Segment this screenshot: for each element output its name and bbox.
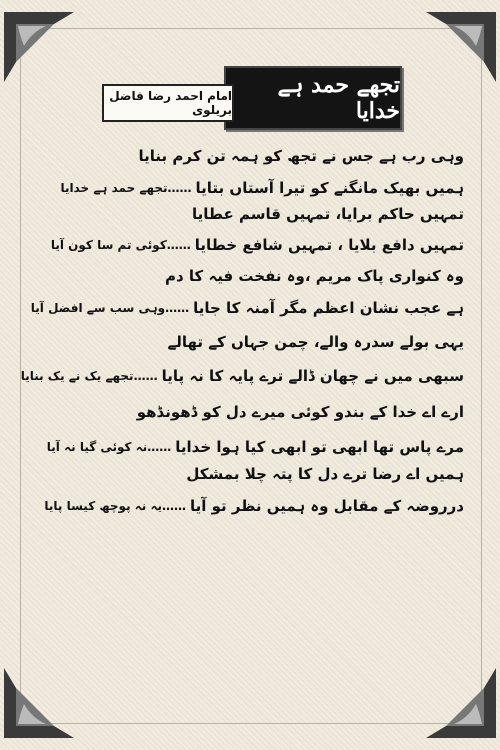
verse-text: ہمیں بھیک مانگنے کو تیرا آستاں بتایا [195, 179, 464, 197]
verse-text: تمہیں حاکم برایا، تمہیں قاسم عطایا [191, 205, 464, 223]
verse-text: وہی رب ہے جس نے تجھ کو ہمہ تن کرم بنایا [138, 147, 464, 165]
verse-text: ہے عجب نشان اعظم مگر آمنہ کا جایا [193, 299, 464, 317]
refrain-text: ……تجھے یک نے یک بنایا [20, 369, 158, 383]
refrain-text: ……نہ کوئی گیا نہ آیا [46, 440, 172, 454]
poem-line [34, 433, 464, 461]
verse-text: مرے پاس تھا ابھی تو ابھی کیا ہوا خدایا [175, 438, 464, 456]
corner-ornament-icon [4, 12, 74, 82]
poem-line [34, 174, 464, 202]
verse-text: ہمیں اے رضا ترے دل کا پتہ چلا بمشکل [186, 465, 464, 483]
poem-line [20, 362, 464, 390]
poem-line [34, 492, 464, 520]
verse-text: یہی بولے سدرہ والے، چمن جہاں کے تھالے [167, 333, 464, 351]
poem-line [34, 328, 464, 356]
corner-ornament-icon [426, 668, 496, 738]
refrain-text: ……یہ نہ پوچھ کیسا پایا [44, 499, 187, 513]
refrain-text: ……وہی سب سے افضل آیا [30, 301, 190, 315]
verse-text: درروضہ کے مقابل وہ ہمیں نظر تو آیا [190, 497, 464, 515]
verse-text: سبھی میں نے چھان ڈالے ترے پایہ کا نہ پایا [161, 367, 464, 385]
poem-line [34, 231, 464, 259]
corner-ornament-icon [4, 668, 74, 738]
poem-line [34, 460, 464, 488]
poet-name: امام احمد رضا فاضل بریلوی [102, 84, 234, 122]
verse-text: تمہیں دافع بلایا ، تمہیں شافع خطایا [194, 236, 464, 254]
poem-title: تجھے حمد ہے خدایا [224, 66, 402, 130]
corner-ornament-icon [426, 12, 496, 82]
poem-line [34, 200, 464, 228]
header [102, 66, 402, 128]
verse-text: وہ کنواری پاک مریم ،وہ نفخت فیہ کا دم [164, 267, 464, 285]
poem-line [34, 142, 464, 170]
poem-line [30, 294, 464, 322]
refrain-text: ……کوئی تم سا کون آیا [50, 238, 191, 252]
poem-line [34, 398, 464, 426]
poem-line [34, 262, 464, 290]
refrain-text: ……تجھے حمد ہے خدایا [60, 181, 192, 195]
verse-text: ارے اے خدا کے بندو کوئی میرے دل کو ڈھونڈھو [136, 403, 464, 421]
